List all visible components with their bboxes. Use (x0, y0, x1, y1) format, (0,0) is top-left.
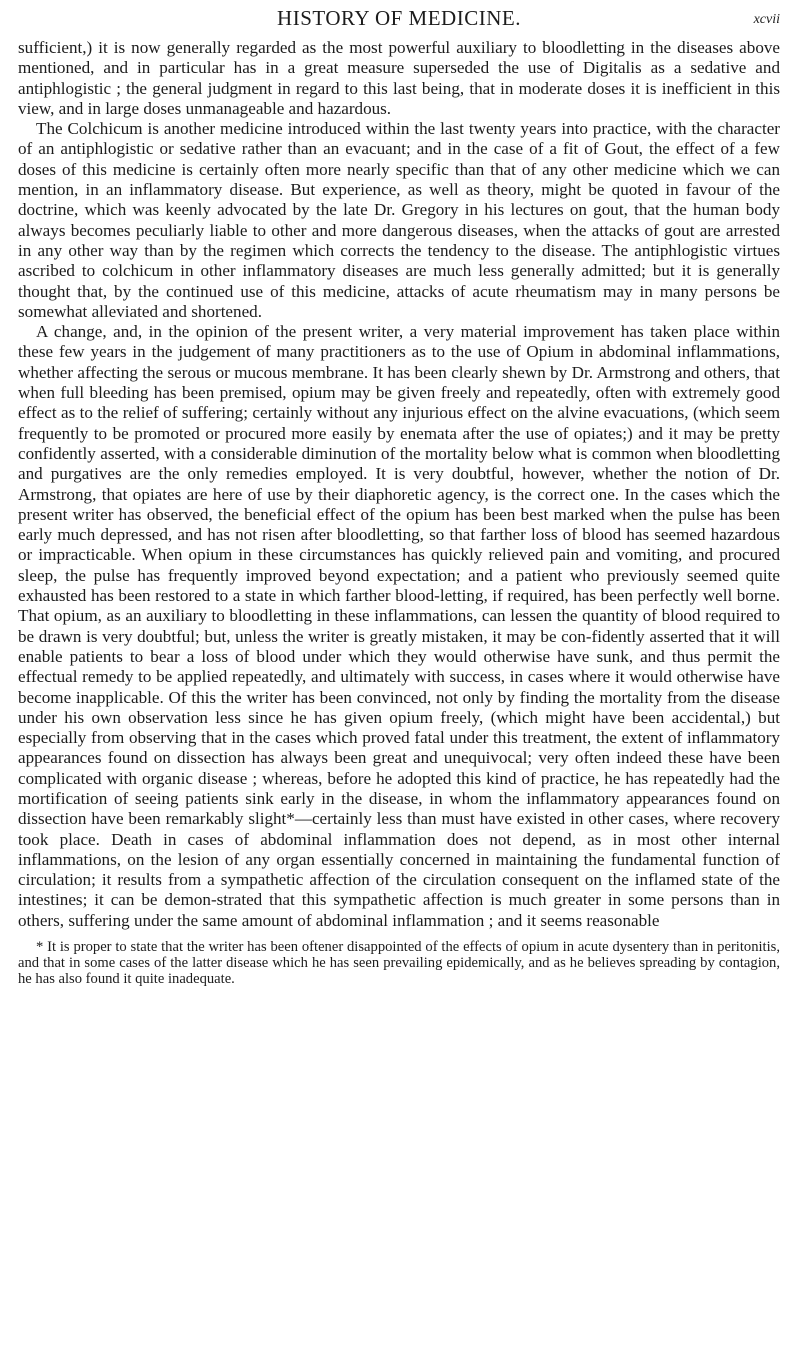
paragraph-3: A change, and, in the opinion of the present writer, a very material improvement has taken place within these few years in the judgement of many practitioners as to the use of Opium in abdominal inflammations, whether affecting the serous or mucous membrane. It has been clearly shewn by Dr. Armstrong and others, that when full bleeding has been premised, opium may be given freely and repeatedly, often with extremely good effect as to the relief of suffering; certainly without any injurious effect on the alvine evacuations, (which seem frequently to be promoted or procured more easily by enemata after the use of opiates;) and it may be pretty confidently asserted, with a considerable diminution of the mortality below what is common when bloodletting and purgatives are the only remedies employed. It is very doubtful, however, whether the notion of Dr. Armstrong, that opiates are here of use by their diaphoretic agency, is the correct one. In the cases which the present writer has observed, the beneficial effect of the opium has been best marked when the pulse has been early much depressed, and has not risen after bloodletting, so that farther loss of blood has seemed hazardous or impracticable. When opium in these circumstances has quickly relieved pain and vomiting, and procured sleep, the pulse has frequently improved beyond expectation; and a patient who previously seemed quite exhausted has been restored to a state in which farther blood-letting, if required, has been perfectly well borne. That opium, as an auxiliary to bloodletting in these inflammations, can lessen the quantity of blood required to be drawn is very doubtful; but, unless the writer is greatly mistaken, it may be con-fidently asserted that it will enable patients to bear a loss of blood under which they would otherwise have sunk, and thus permit the effectual remedy to be applied repeatedly, and ultimately with success, in cases where it would otherwise have become inapplicable. Of this the writer has been convinced, not only by finding the mortality from the disease under his own observation less since he has given opium freely, (which might have been accidental,) but especially from observing that in the cases which proved fatal under this treatment, the extent of inflammatory appearances found on dissection has always been great and unequivocal; very often indeed these have been complicated with organic disease ; whereas, before he adopted this kind of practice, he has repeatedly had the mortification of seeing patients sink early in the disease, in whom the inflammatory appearances found on dissection have been remarkably slight*—certainly less than must have existed in other cases, where recovery took place. Death in cases of abdominal inflammation does not depend, as in most other internal inflammations, on the lesion of any organ essentially concerned in maintaining the fundamental function of circulation; it results from a sympathetic affection of the circulation consequent on the inflamed state of the intestines; it can be demon-strated that this sympathetic affection is much greater in some persons than in others, suffering under the same amount of abdominal inflammation ; and it seems reasonable (18, 322, 780, 930)
footnote: * It is proper to state that the writer has been oftener disappointed of the effects of opium in acute dysentery than in peritonitis, and that in some cases of the latter disease which he has seen prevailing epidemically, and as he believes spreading by contagion, he has also found it quite inadequate. (18, 939, 780, 988)
running-head (18, 4, 780, 38)
paragraph-2: The Colchicum is another medicine introduced within the last twenty years into practice, with the character of an antiphlogistic or sedative rather than an evacuant; and in the case of a fit of Gout, the effect of a few doses of this medicine is certainly often more nearly specific than that of any other medicine which we can mention, in an inflammatory disease. But experience, as well as theory, might be quoted in favour of the doctrine, which was keenly advocated by the late Dr. Gregory in his lectures on gout, that the human body always becomes peculiarly liable to other and more dangerous diseases, when the attacks of gout are arrested in any other way than by the regimen which corrects the tendency to the disease. The antiphlogistic virtues ascribed to colchicum in other inflammatory diseases are much less generally admitted; but it is generally thought that, by the continued use of this medicine, attacks of acute rheumatism may in many persons be somewhat alleviated and shortened. (18, 119, 780, 321)
page-number: xcvii (753, 12, 780, 27)
paragraph-1: sufficient,) it is now generally regarded as the most powerful auxiliary to bloodletting in the diseases above mentioned, and in particular has in a great measure superseded the use of Digitalis as a sedative and antiphlogistic ; the general judgment in regard to this last being, that in moderate doses it is inefficient in this view, and in large doses unmanageable and hazardous. (18, 38, 780, 118)
book-page (18, 4, 780, 988)
running-title: HISTORY OF MEDICINE. (277, 6, 521, 30)
body-text (18, 38, 780, 931)
